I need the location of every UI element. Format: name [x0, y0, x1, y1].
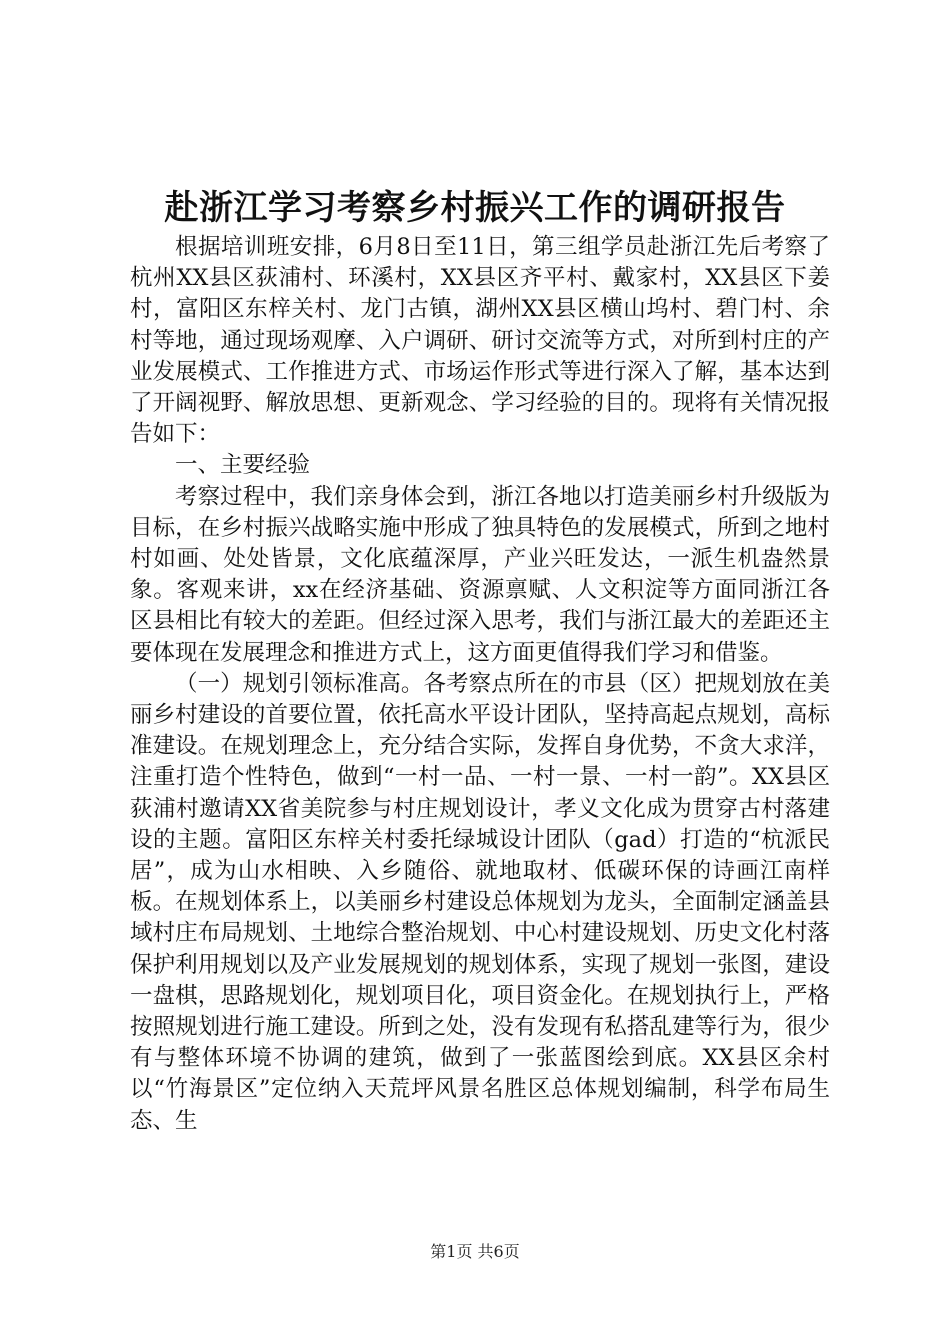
body-paragraph: 考察过程中，我们亲身体会到，浙江各地以打造美丽乡村升级版为目标，在乡村振兴战略实施中形成了独具特色的发展模式，所到之地村村如画、处处皆景，文化底蕴深厚，产业兴旺发达，一派生机盎然景象。客观来讲，xx在经济基础、资源禀赋、人文积淀等方面同浙江各区县相比有较大的差距。但经过深入思考，我们与浙江最大的差距还主要体现在发展理念和推进方式上，这方面更值得我们学习和借鉴。	[130, 483, 830, 666]
document-title: 赴浙江学习考察乡村振兴工作的调研报告	[164, 188, 786, 228]
page-footer: 第1页 共6页	[430, 1242, 520, 1261]
intro-paragraph: 根据培训班安排，6月8日至11日，第三组学员赴浙江先后考察了杭州XX县区荻浦村、环溪村，XX县区齐平村、戴家村，XX县区下姜村，富阳区东梓关村、龙门古镇，湖州XX县区横山坞村、碧门村、余村等地，通过现场观摩、入户调研、研讨交流等方式，对所到村庄的产业发展模式、工作推进方式、市场运作形式等进行深入了解，基本达到了开阔视野、解放思想、更新观念、学习经验的目的。现将有关情况报告如下：	[130, 234, 830, 448]
section-heading: 一、主要经验	[175, 452, 311, 479]
body-paragraph: （一）规划引领标准高。各考察点所在的市县（区）把规划放在美丽乡村建设的首要位置，依托高水平设计团队，坚持高起点规划，高标准建设。在规划理念上，充分结合实际，发挥自身优势，不贪大求洋，注重打造个性特色，做到“一村一品、一村一景、一村一韵”。XX县区荻浦村邀请XX省美院参与村庄规划设计，孝义文化成为贯穿古村落建设的主题。富阳区东梓关村委托绿城设计团队（gad）打造的“杭派民居”，成为山水相映、入乡随俗、就地取材、低碳环保的诗画江南样板。在规划体系上，以美丽乡村建设总体规划为龙头，全面制定涵盖县域村庄布局规划、土地综合整治规划、中心村建设规划、历史文化村落保护利用规划以及产业发展规划的规划体系，实现了规划一张图，建设一盘棋，思路规划化，规划项目化，项目资金化。在规划执行上，严格按照规划进行施工建设。所到之处，没有发现有私搭乱建等行为，很少有与整体环境不协调的建筑，做到了一张蓝图绘到底。XX县区余村以“竹海景区”定位纳入天荒坪风景名胜区总体规划编制，科学布局生态、生	[130, 670, 830, 1134]
document-body	[130, 232, 830, 1137]
